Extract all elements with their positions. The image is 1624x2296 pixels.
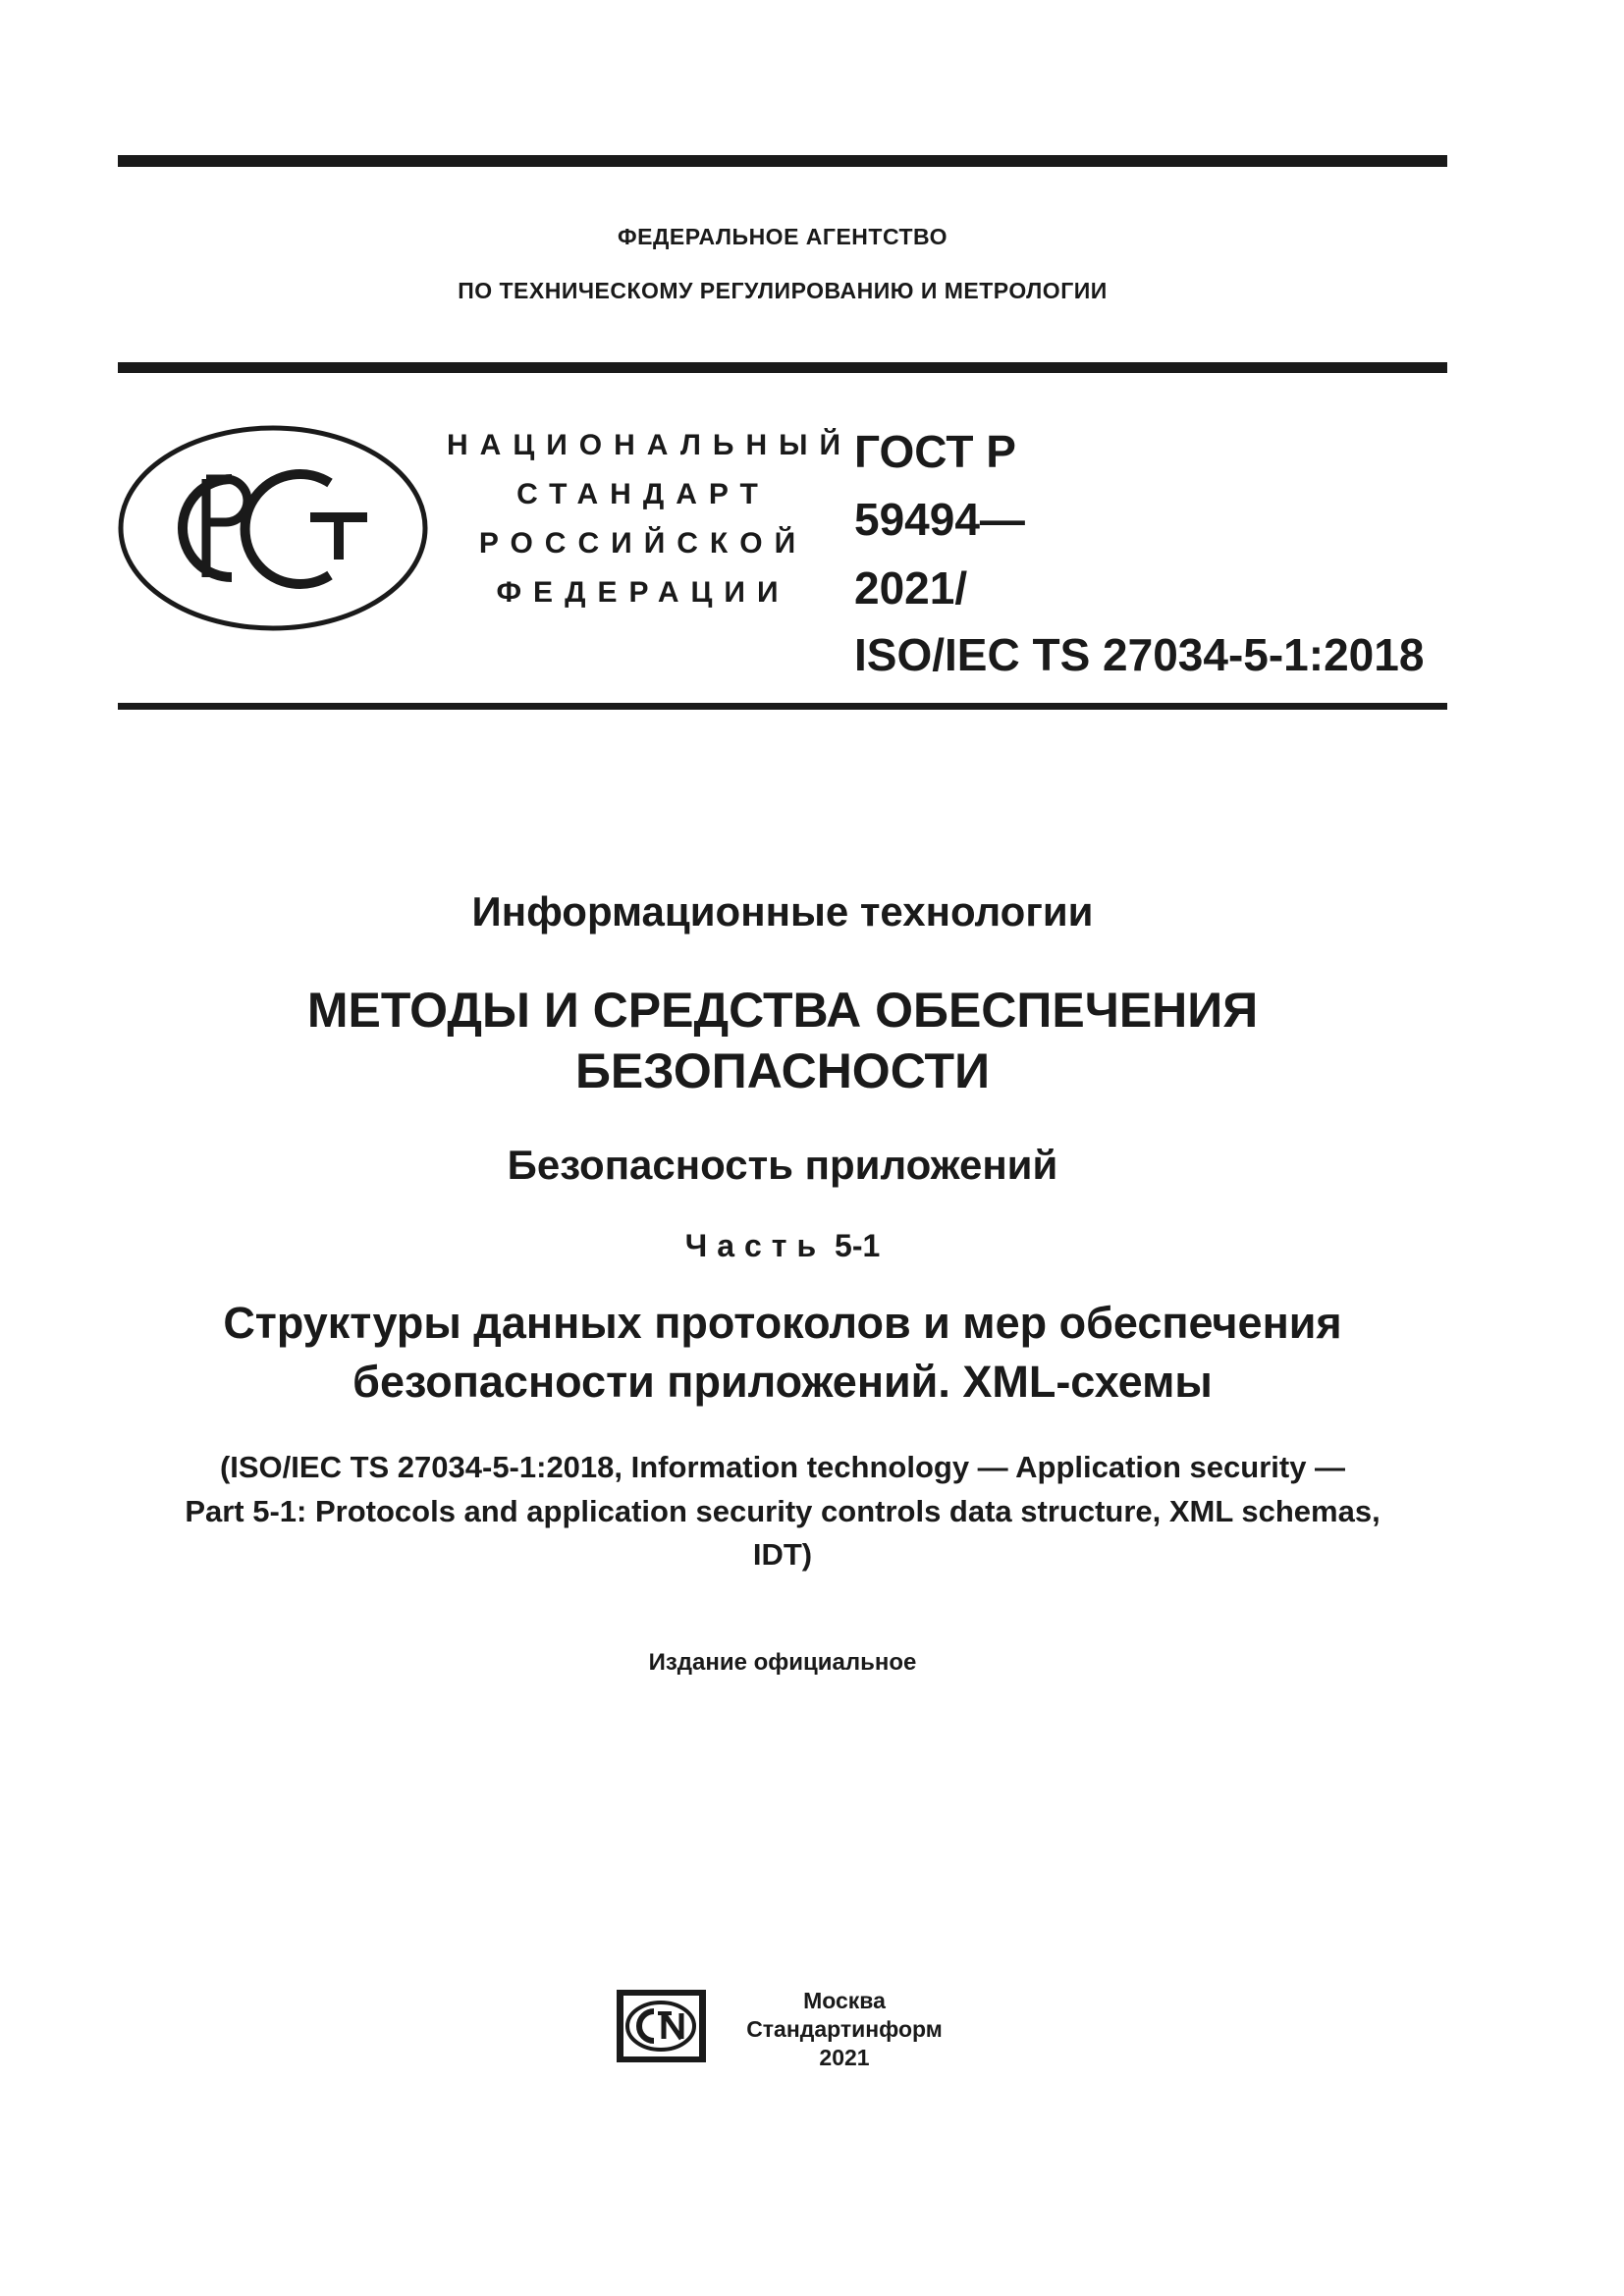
iso-reference-line1: (ISO/IEC TS 27034-5-1:2018, Information technology — Application security — (219, 1450, 1346, 1484)
standartinform-logo-icon (615, 1988, 708, 2064)
part-heading (118, 1228, 1447, 1264)
part-word: Часть (684, 1228, 827, 1263)
gost-designation-line1: ГОСТ Р (854, 426, 1016, 477)
subtitle: Безопасность приложений (507, 1142, 1058, 1188)
main-title-line1: МЕТОДЫ И СРЕДСТВА ОБЕСПЕЧЕНИЯ (306, 983, 1259, 1038)
national-standard-line1: НАЦИОНАЛЬНЫЙ (447, 429, 853, 461)
rst-logo-icon (116, 422, 430, 634)
standard-rule (118, 703, 1447, 710)
national-standard-line4: ФЕДЕРАЦИИ (496, 576, 790, 609)
agency-name-line2: ПО ТЕХНИЧЕСКОМУ РЕГУЛИРОВАНИЮ И МЕТРОЛОГИИ (458, 278, 1108, 303)
publisher-city: Москва (803, 1988, 886, 2013)
iso-reference-line2: Part 5-1: Protocols and application security controls data structure, XML schemas, (185, 1494, 1380, 1528)
part-title-line1: Структуры данных протоколов и мер обеспечения (223, 1298, 1342, 1348)
header-rule (118, 362, 1447, 373)
national-standard-line2: СТАНДАРТ (516, 478, 770, 510)
edition-label: Издание официальное (648, 1649, 917, 1676)
publisher-year: 2021 (819, 2045, 870, 2070)
main-title-line2: БЕЗОПАСНОСТИ (574, 1043, 991, 1098)
publisher-name: Стандартинформ (746, 2016, 943, 2042)
gost-designation-line3: 2021/ (854, 562, 968, 614)
gost-designation-line4: ISO/IEC TS 27034-5-1:2018 (854, 629, 1425, 680)
topic-title: Информационные технологии (471, 888, 1094, 934)
part-number: 5-1 (835, 1228, 881, 1263)
national-standard-line3: РОССИЙСКОЙ (478, 527, 808, 560)
gost-designation-line2: 59494— (854, 494, 1025, 545)
top-rule (118, 155, 1447, 167)
part-title-line2: безопасности приложений. XML-схемы (352, 1357, 1213, 1407)
agency-name-line1: ФЕДЕРАЛЬНОЕ АГЕНТСТВО (618, 224, 947, 249)
iso-reference-line3: IDT) (752, 1537, 813, 1572)
